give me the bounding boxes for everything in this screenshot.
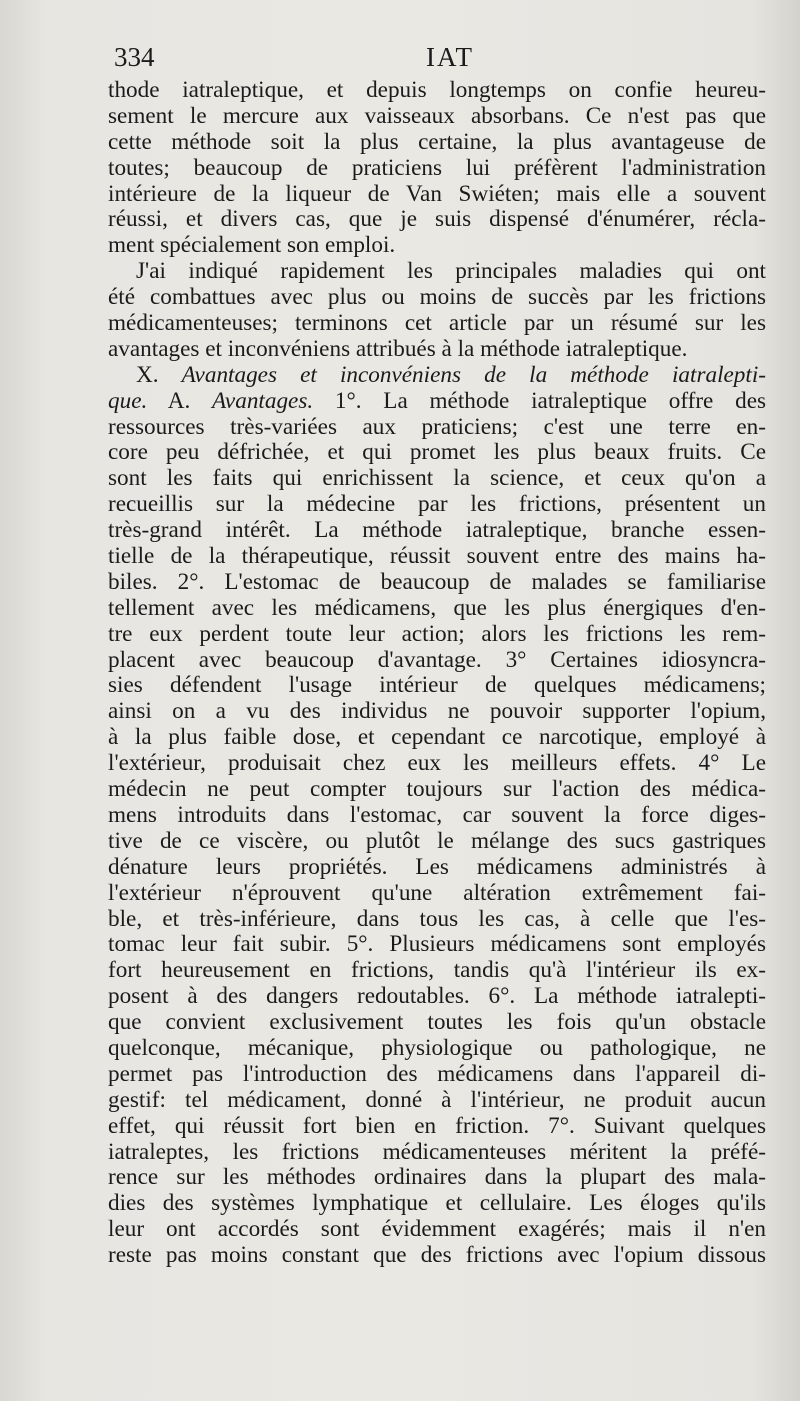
italic-text: Avantages. [212,388,314,414]
text-line [108,699,766,725]
text-line [108,130,766,156]
text-segment: cette méthode soit la plus certaine, la plus avantageuse de [108,129,766,155]
text-line [108,492,766,518]
page-header [110,42,690,78]
text-line [108,363,766,389]
text-line [108,673,766,699]
text-segment: intérieure de la liqueur de Van Swiéten; mais elle a souvent [108,181,766,207]
text-segment: toutes; beaucoup de praticiens lui préfèrent l'administration [108,155,766,181]
text-segment: réussi, et divers cas, que je suis dispensé d'énumérer, récla- [108,207,766,233]
text-line [108,389,766,415]
text-segment: tielle de la thérapeutique, réussit souvent entre des mains ha- [108,544,766,570]
text-line [108,1165,766,1191]
text-line [108,182,766,208]
text-line [108,1010,766,1036]
text-line [108,881,766,907]
text-line [108,829,766,855]
body-text [108,78,766,1269]
text-segment: sement le mercure aux vaisseaux absorbans. Ce n'est pas que [108,103,766,129]
text-segment: effet, qui réussit fort bien en friction. 7°. Suivant quelques [108,1113,766,1139]
text-segment: fort heureusement en frictions, tandis qu'à l'intérieur ils ex- [108,958,766,984]
text-segment: gestif: tel médicament, donné à l'intérieur, ne produit aucun [108,1087,766,1113]
text-segment: à la plus faible dose, et cependant ce narcotique, employé à [108,725,766,751]
text-segment: quelconque, mécanique, physiologique ou pathologique, ne [108,1035,766,1061]
text-segment: leur ont accordés sont évidemment exagérés; mais il n'en [108,1217,766,1243]
text-line [108,648,766,674]
text-segment: tre eux perdent toute leur action; alors les frictions les rem- [108,621,766,647]
text-segment: iatraleptes, les frictions médicamenteuses méritent la préfé- [108,1139,766,1165]
text-segment: été combattues avec plus ou moins de succès par les frictions [108,285,766,311]
text-line [108,1062,766,1088]
text-line [108,803,766,829]
text-line [108,958,766,984]
text-segment: 1°. La méthode iatraleptique offre des [313,388,766,414]
text-segment: que convient exclusivement toutes les fois qu'un obstacle [108,1010,766,1036]
text-line [108,440,766,466]
text-line [108,932,766,958]
text-line [108,777,766,803]
text-segment: mens introduits dans l'estomac, car souvent la force diges- [108,802,766,828]
text-segment: très-grand intérêt. La méthode iatraleptique, branche essen- [108,518,766,544]
text-segment: ble, et très-inférieure, dans tous les cas, à celle que l'es- [108,906,766,932]
text-segment: avantages et inconvéniens attribués à la méthode iatraleptique. [108,336,688,362]
text-line [108,1114,766,1140]
text-segment: posent à des dangers redoutables. 6°. La méthode iatralepti- [108,984,766,1010]
text-segment: sies défendent l'usage intérieur de quelques médicamens; [108,673,766,699]
text-line [108,415,766,441]
text-line [108,1243,766,1269]
text-line [108,855,766,881]
text-line [108,596,766,622]
text-line [108,751,766,777]
text-segment: thode iatraleptique, et depuis longtemps on confie heureu- [108,78,766,103]
text-line [108,1088,766,1114]
text-line [108,1191,766,1217]
text-line [108,233,766,259]
text-segment: tive de ce viscère, ou plutôt le mélange des sucs gastriques [108,828,766,854]
italic-text: Avantages et inconvéniens de la méthode iatralepti- [181,362,766,388]
text-segment: J'ai indiqué rapidement les principales maladies qui ont [136,259,766,285]
text-segment: dies des systèmes lymphatique et cellulaire. Les éloges qu'ils [108,1191,766,1217]
text-segment: reste pas moins constant que des frictions avec l'opium dissous [108,1243,766,1269]
text-line [108,984,766,1010]
text-line [108,78,766,104]
text-segment: X. [136,362,182,388]
text-segment: l'extérieur n'éprouvent qu'une altération extrêmement fai- [108,880,766,906]
text-line [108,259,766,285]
text-line [108,907,766,933]
text-line [108,518,766,544]
text-segment: médecin ne peut compter toujours sur l'action des médica- [108,777,766,803]
text-line [108,156,766,182]
text-segment: recueillis sur la médecine par les frictions, présentent un [108,492,766,518]
text-line [108,285,766,311]
text-line [108,466,766,492]
text-segment: placent avec beaucoup d'avantage. 3° Certaines idiosyncra- [108,647,766,673]
text-line [108,725,766,751]
text-segment: ment spécialement son emploi. [108,233,396,259]
text-line [108,1217,766,1243]
text-segment: ressources très-variées aux praticiens; c'est une terre en- [108,414,766,440]
text-segment: médicamenteuses; terminons cet article par un résumé sur les [108,311,766,337]
text-segment: l'extérieur, produisait chez eux les meilleurs effets. 4° Le [108,751,766,777]
text-segment: rence sur les méthodes ordinaires dans la plupart des mala- [108,1165,766,1191]
text-segment: permet pas l'introduction des médicamens dans l'appareil di- [108,1061,766,1087]
running-title: IAT [426,42,474,72]
text-line [108,337,766,363]
text-line [108,622,766,648]
page-number: 334 [114,42,155,72]
text-line [108,1036,766,1062]
text-segment: biles. 2°. L'estomac de beaucoup de malades se familiarise [108,569,766,595]
italic-text: que. [108,388,148,414]
text-line [108,570,766,596]
text-line [108,207,766,233]
text-segment: tomac leur fait subir. 5°. Plusieurs médicamens sont employés [108,932,766,958]
text-segment: sont les faits qui enrichissent la science, et ceux qu'on a [108,466,766,492]
text-line [108,544,766,570]
text-line [108,104,766,130]
text-line [108,1140,766,1166]
text-segment: core peu défrichée, et qui promet les plus beaux fruits. Ce [108,440,766,466]
text-segment: ainsi on a vu des individus ne pouvoir supporter l'opium, [108,699,766,725]
text-line [108,311,766,337]
text-segment: A. [147,388,213,414]
text-segment: tellement avec les médicamens, que les plus énergiques d'en- [108,595,766,621]
text-segment: dénature leurs propriétés. Les médicamens administrés à [108,854,766,880]
